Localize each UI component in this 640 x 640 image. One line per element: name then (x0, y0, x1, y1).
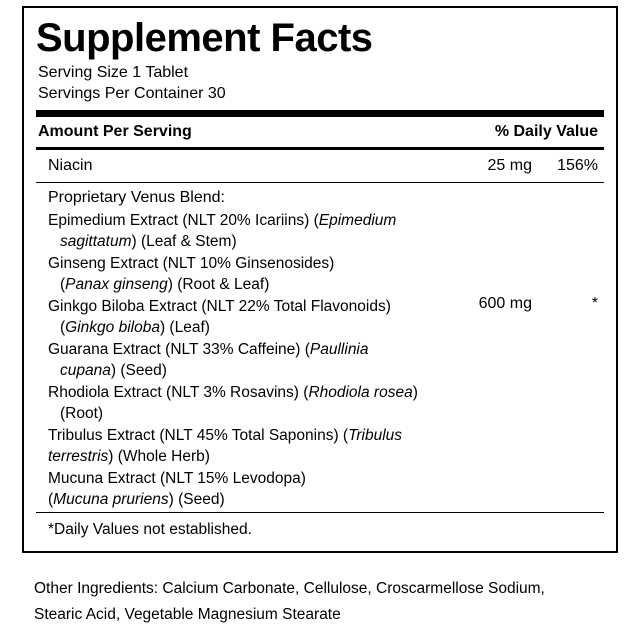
blend-item-part: (Root) (60, 405, 104, 422)
blend-item-line2 (48, 274, 442, 295)
nutrient-name: Niacin (48, 157, 93, 174)
blend-item-text: Epimedium Extract (NLT 20% Icariins) ( (48, 212, 319, 229)
blend-daily-value-column (532, 187, 602, 510)
blend-item-latin-2: sagittatum (60, 233, 132, 250)
blend-item-latin: Tribulus (348, 427, 403, 444)
divider-thick-top (36, 110, 604, 117)
blend-item-line2 (48, 446, 442, 467)
blend-item-part: ) (Leaf & Stem) (131, 233, 237, 250)
blend-item-paren: ( (48, 491, 54, 508)
other-ingredients (34, 576, 614, 628)
blend-item-latin-2: Ginkgo biloba (65, 319, 160, 336)
blend-item-line2 (48, 231, 442, 252)
panel-title: Supplement Facts (36, 16, 373, 60)
list-item (48, 209, 442, 252)
supplement-facts-panel (22, 6, 618, 553)
blend-item-part: ) (Seed) (110, 362, 167, 379)
blend-ingredient-list (38, 187, 442, 510)
blend-item-text: Ginkgo Biloba Extract (NLT 22% Total Flavonoids) (48, 298, 391, 315)
header-percent-daily-value: % Daily Value (494, 123, 598, 140)
list-item (48, 338, 442, 381)
blend-amount-column (442, 187, 532, 510)
blend-item-text: Mucuna Extract (NLT 15% Levodopa) (48, 470, 306, 487)
blend-item-line2 (48, 489, 442, 510)
blend-daily-value: * (591, 295, 598, 312)
blend-item-part: ) (Whole Herb) (108, 448, 210, 465)
proprietary-blend-block (36, 183, 604, 512)
header-amount-per-serving: Amount Per Serving (38, 123, 192, 140)
blend-item-text: Tribulus Extract (NLT 45% Total Saponins) ( (48, 427, 349, 444)
table-header-row (36, 117, 604, 147)
blend-item-text: Ginseng Extract (NLT 10% Ginsenosides) (48, 255, 335, 272)
blend-item-latin-2: Panax ginseng (65, 276, 168, 293)
blend-amount: 600 mg (478, 295, 532, 312)
other-ingredients-line-1: Other Ingredients: Calcium Carbonate, Cellulose, Croscarmellose Sodium, (34, 580, 545, 597)
list-item (48, 381, 442, 424)
blend-item-line2 (48, 360, 442, 381)
blend-item-latin: Rhodiola rosea (308, 384, 413, 401)
blend-item-latin-2: Mucuna pruriens (53, 491, 169, 508)
list-item (48, 295, 442, 338)
blend-name: Proprietary Venus Blend: (48, 189, 225, 206)
blend-item-line2 (48, 403, 442, 424)
daily-value-footnote: *Daily Values not established. (48, 521, 252, 538)
blend-item-latin-2: terrestris (48, 448, 109, 465)
serving-size: Serving Size 1 Tablet (38, 64, 189, 81)
blend-item-latin: Epimedium (318, 212, 397, 229)
list-item (48, 252, 442, 295)
blend-item-paren: ( (60, 276, 66, 293)
servings-per-container: Servings Per Container 30 (38, 85, 226, 102)
list-item (48, 467, 442, 510)
table-row (36, 150, 604, 182)
nutrient-daily-value: 156% (557, 157, 598, 174)
blend-item-latin-2: cupana (60, 362, 111, 379)
blend-item-part: ) (Leaf) (159, 319, 210, 336)
nutrient-amount: 25 mg (487, 157, 532, 174)
blend-item-paren: ( (60, 319, 66, 336)
blend-item-part: ) (Seed) (168, 491, 225, 508)
blend-item-line2 (48, 317, 442, 338)
blend-item-text: Guarana Extract (NLT 33% Caffeine) ( (48, 341, 310, 358)
blend-item-text: Rhodiola Extract (NLT 3% Rosavins) ( (48, 384, 309, 401)
blend-item-part: ) (Root & Leaf) (167, 276, 270, 293)
blend-item-latin: Paullinia (309, 341, 369, 358)
other-ingredients-line-2: Stearic Acid, Vegetable Magnesium Stearate (34, 606, 341, 623)
list-item (48, 424, 442, 467)
blend-item-paren-close: ) (412, 384, 418, 401)
